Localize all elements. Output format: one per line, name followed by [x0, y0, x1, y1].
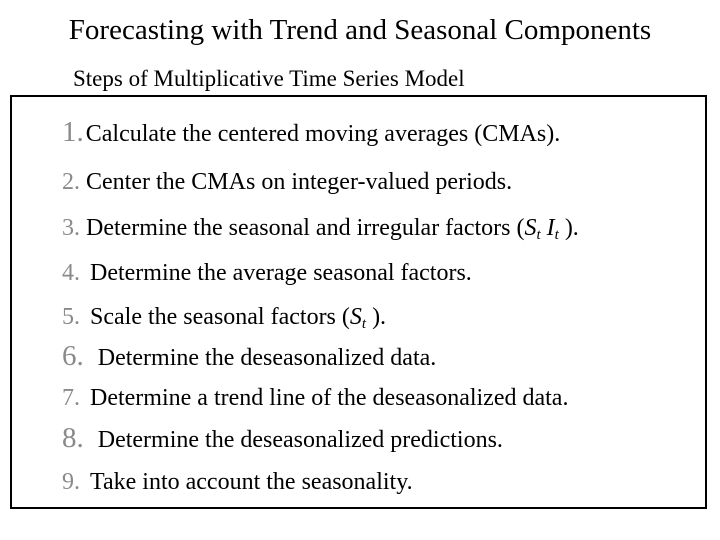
step-text: Calculate the centered moving averages (CMAs). [85, 121, 561, 147]
subscript-t: t [554, 227, 559, 243]
step-2 [62, 167, 512, 197]
step-8 [62, 423, 503, 455]
step-number: 8. [62, 422, 84, 454]
step-number: 2. [62, 169, 80, 195]
step-text-end: ). [372, 304, 387, 330]
slide-subtitle: Steps of Multiplicative Time Series Model [73, 66, 465, 91]
step-7 [62, 383, 568, 413]
step-1 [62, 117, 560, 149]
subscript-t: t [536, 227, 541, 243]
step-text: Determine a trend line of the deseasonalized data. [90, 385, 569, 411]
step-number: 3. [62, 215, 80, 241]
step-text: Determine the average seasonal factors. [90, 260, 472, 286]
step-number: 4. [62, 260, 80, 286]
step-text: Center the CMAs on integer-valued periods. [86, 169, 513, 195]
step-text-end: ). [564, 215, 579, 241]
step-6 [62, 341, 436, 373]
step-text: Determine the deseasonalized predictions. [97, 427, 503, 453]
step-3 [62, 213, 579, 243]
step-4 [62, 258, 472, 288]
step-number: 1. [62, 116, 84, 148]
step-text: Determine the seasonal and irregular factors ( [86, 215, 525, 241]
variable-i: I [546, 215, 555, 241]
subscript-t: t [361, 316, 367, 332]
step-text: Scale the seasonal factors ( [90, 304, 350, 330]
step-5 [62, 302, 386, 332]
slide-title: Forecasting with Trend and Seasonal Components [68, 14, 652, 46]
step-number: 7. [62, 385, 80, 411]
variable-s: S [349, 304, 362, 330]
step-number: 5. [62, 304, 80, 330]
step-number: 6. [62, 340, 84, 372]
variable-s: S [524, 215, 537, 241]
step-text: Determine the deseasonalized data. [97, 345, 437, 371]
step-text: Take into account the seasonality. [90, 469, 413, 495]
step-9 [62, 467, 413, 497]
step-number: 9. [62, 469, 80, 495]
